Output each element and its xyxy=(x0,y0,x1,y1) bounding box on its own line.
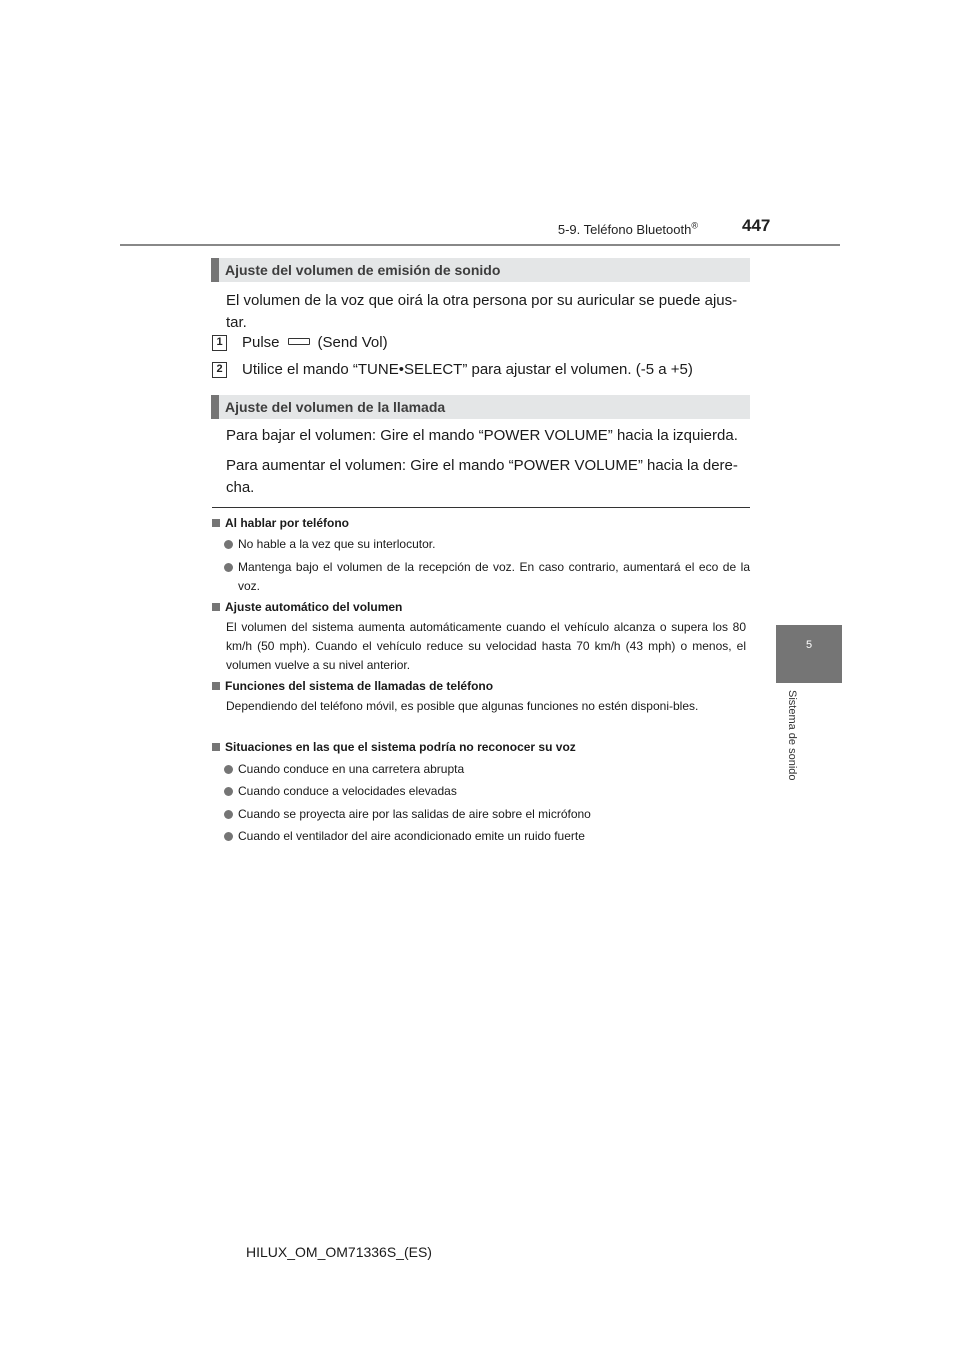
para-line: Para aumentar el volumen: Gire el mando “POWER VOLUME” hacia la dere- xyxy=(226,457,738,474)
phone-button-icon xyxy=(288,338,310,345)
notes-divider xyxy=(212,507,750,508)
chapter-tab-number: 5 xyxy=(805,639,813,651)
square-bullet-icon xyxy=(212,519,220,527)
step-2-text: Utilice el mando “TUNE•SELECT” para ajustar el volumen. (-5 a +5) xyxy=(242,361,693,378)
note-bullet xyxy=(224,782,750,801)
step-1-text xyxy=(242,334,388,351)
section1-intro xyxy=(226,290,746,334)
bullet-dot-icon xyxy=(224,787,233,796)
section-heading-text: Ajuste del volumen de la llamada xyxy=(225,399,446,415)
step-text-before: Pulse xyxy=(242,334,280,351)
para-line: cha. xyxy=(226,479,255,496)
header-divider xyxy=(120,244,840,246)
section2-para1: Para bajar el volumen: Gire el mando “POWER VOLUME” hacia la izquierda. xyxy=(226,427,738,444)
note-heading xyxy=(212,516,349,530)
note-bullet xyxy=(224,805,750,824)
bullet-text: Cuando conduce a velocidades elevadas xyxy=(238,784,457,798)
note-bullet xyxy=(224,558,750,596)
note-heading-text: Ajuste automático del volumen xyxy=(225,600,403,614)
bullet-text: Cuando el ventilador del aire acondicionado emite un ruido fuerte xyxy=(238,829,585,843)
step-number-badge: 2 xyxy=(212,362,227,378)
note-heading xyxy=(212,740,576,754)
bullet-text: Cuando se proyecta aire por las salidas de aire sobre el micrófono xyxy=(238,807,591,821)
step-text-after: (Send Vol) xyxy=(317,334,388,351)
document-code: HILUX_OM_OM71336S_(ES) xyxy=(246,1244,432,1260)
chapter-tab xyxy=(776,625,842,683)
bullet-dot-icon xyxy=(224,832,233,841)
bullet-text: No hable a la vez que su interlocutor. xyxy=(238,537,436,551)
registered-mark: ® xyxy=(691,220,698,231)
note-heading xyxy=(212,600,402,614)
note-paragraph: El volumen del sistema aumenta automáticamente cuando el vehículo alcanza o supera los 80 km/h (50 mph). Cuando el vehículo reduce su velocidad hasta 70 km/h (43 mph) o menos, el volumen vuelve a su nivel anterior. xyxy=(226,620,746,672)
section-heading-call-volume xyxy=(211,395,750,419)
note-heading xyxy=(212,679,493,693)
bullet-dot-icon xyxy=(224,563,233,572)
bullet-text: Mantenga bajo el volumen de la recepción de voz. En caso contrario, aumentará el eco de la voz. xyxy=(238,560,750,593)
intro-line: El volumen de la voz que oirá la otra persona por su auricular se puede ajus- xyxy=(226,292,738,309)
section-heading-send-volume xyxy=(211,258,750,282)
note-bullet xyxy=(224,827,750,846)
bullet-dot-icon xyxy=(224,810,233,819)
note-heading-text: Funciones del sistema de llamadas de teléfono xyxy=(225,679,494,693)
square-bullet-icon xyxy=(212,743,220,751)
section2-para2 xyxy=(226,455,746,499)
intro-line: tar. xyxy=(226,314,247,331)
chapter-title: 5-9. Teléfono Bluetooth® xyxy=(557,220,698,237)
bullet-dot-icon xyxy=(224,765,233,774)
note-heading-text: Situaciones en las que el sistema podría no reconocer su voz xyxy=(225,740,576,754)
note-heading-text: Al hablar por teléfono xyxy=(225,516,350,530)
step-number-badge: 1 xyxy=(212,335,227,351)
chapter-tab-label: Sistema de sonido xyxy=(786,690,798,781)
bullet-text: Cuando conduce en una carretera abrupta xyxy=(238,762,465,776)
note-paragraph: Dependiendo del teléfono móvil, es posible que algunas funciones no estén disponi-bles. xyxy=(226,699,699,713)
square-bullet-icon xyxy=(212,682,220,690)
bullet-dot-icon xyxy=(224,540,233,549)
square-bullet-icon xyxy=(212,603,220,611)
note-bullet xyxy=(224,535,750,554)
note-bullet xyxy=(224,760,750,779)
page-number: 447 xyxy=(742,216,771,235)
section-heading-text: Ajuste del volumen de emisión de sonido xyxy=(225,262,501,278)
